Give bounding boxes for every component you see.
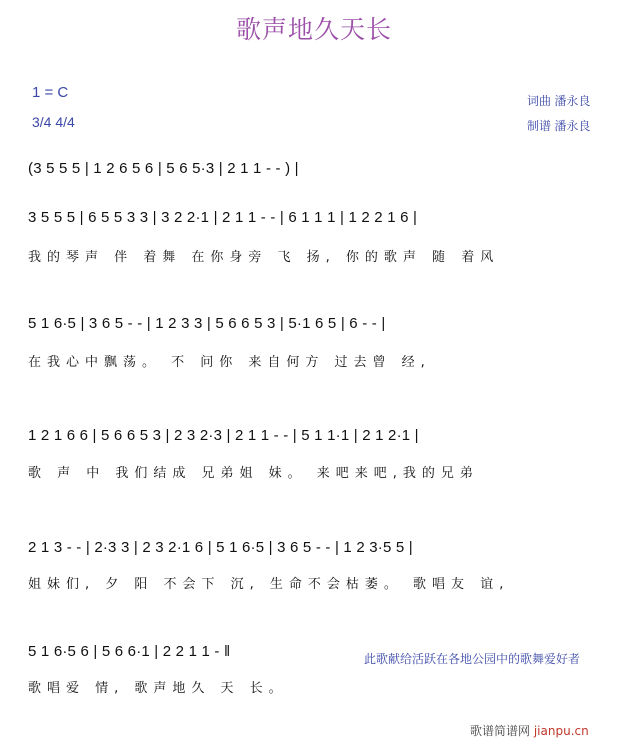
- time-signature: 3/4 4/4: [32, 114, 75, 130]
- lyric-line-2: 在我心中飘荡。 不 问你 来自何方 过去曾 经,: [28, 355, 431, 370]
- lyrics-music-credit: 词曲 潘永良: [527, 94, 591, 108]
- lyric-line-5: 歌唱爱 情, 歌声地久 天 长。: [28, 681, 288, 696]
- notation-line-1: 3 5 5 5 | 6 5 5 3 3 | 3 2 2·1 | 2 1 1 - - | 6 1 1 1 | 1 2 2 1 6 |: [28, 209, 418, 226]
- watermark-url: jianpu.cn: [533, 724, 589, 738]
- watermark-site-name: 歌谱简谱网: [470, 724, 531, 738]
- notation-line-3: 1 2 1 6 6 | 5 6 6 5 3 | 2 3 2·3 | 2 1 1 - - | 5 1 1·1 | 2 1 2·1 |: [28, 427, 419, 444]
- lyric-line-3: 歌 声 中 我们结成 兄弟姐 妹。 来吧来吧,我的兄弟: [28, 466, 479, 481]
- key-signature: 1 = C: [32, 84, 69, 101]
- site-watermark: [470, 722, 589, 739]
- notation-line-4: 2 1 3 - - | 2·3 3 | 2 3 2·1 6 | 5 1 6·5 | 3 6 5 - - | 1 2 3·5 5 |: [28, 539, 413, 556]
- notation-credit: 制谱 潘永良: [527, 119, 591, 133]
- lyric-line-4: 姐妹们, 夕 阳 不会下 沉, 生命不会枯萎。 歌唱友 谊,: [28, 577, 510, 592]
- notation-line-2: 5 1 6·5 | 3 6 5 - - | 1 2 3 3 | 5 6 6 5 3 | 5·1 6 5 | 6 - - |: [28, 315, 386, 332]
- notation-line-5: 5 1 6·5 6 | 5 6 6·1 | 2 2 1 1 - ‖: [28, 643, 231, 660]
- song-title: 歌声地久天长: [235, 15, 392, 44]
- dedication-note: 此歌献给活跃在各地公园中的歌舞爱好者: [364, 652, 581, 666]
- notation-line-intro: (3 5 5 5 | 1 2 6 5 6 | 5 6 5·3 | 2 1 1 - - ) |: [28, 160, 299, 177]
- lyric-line-1: 我的琴声 伴 着舞 在你身旁 飞 扬, 你的歌声 随 着风: [28, 250, 500, 265]
